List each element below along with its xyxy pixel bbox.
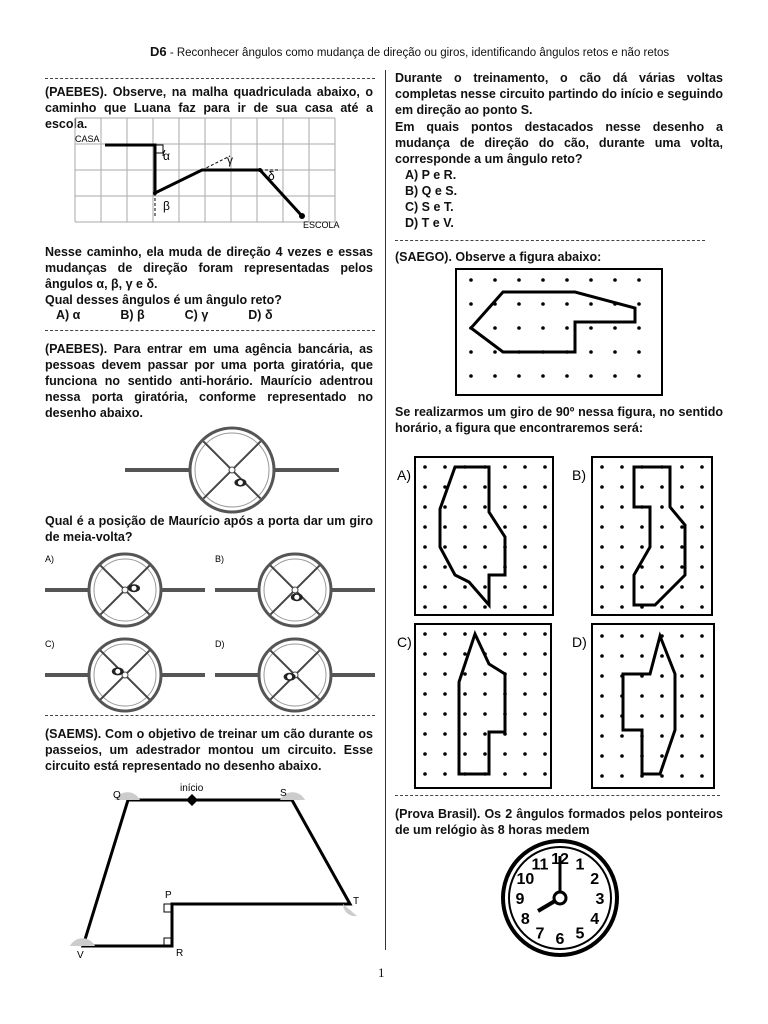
door-option-c[interactable]	[45, 635, 205, 715]
clock-number: 9	[515, 891, 525, 908]
figure-option-c[interactable]	[395, 622, 555, 790]
angle-delta: δ	[268, 169, 275, 183]
revolving-door-figure	[125, 425, 340, 515]
q1-grid-figure	[75, 118, 365, 238]
label-c: C)	[397, 634, 412, 650]
page-number: 1	[378, 965, 385, 980]
clock-number: 8	[520, 911, 530, 928]
clock-number: 5	[575, 925, 585, 943]
separator	[45, 330, 375, 331]
q1-text: Nesse caminho, ela muda de direção 4 vezes e essas mudanças de direção foram representadas pelos ângulos α, β, γ e δ.	[45, 245, 373, 291]
separator	[395, 240, 705, 241]
clock-number: 1	[575, 856, 585, 874]
figure-option-d[interactable]	[570, 622, 720, 790]
point-s: S	[280, 788, 287, 799]
label-start: início	[180, 783, 204, 794]
q3-option-b[interactable]: B) Q e S.	[405, 184, 458, 198]
clock-number: 7	[535, 925, 545, 943]
descriptor-title: - Reconhecer ângulos como mudança de direção ou giros, identificando ângulos retos e não retos	[166, 47, 670, 59]
column-divider	[385, 70, 386, 950]
point-v: V	[77, 950, 84, 961]
q5-intro: (Prova Brasil). Os 2 ângulos formados pelos ponteiros de um relógio às 8 horas medem	[395, 807, 723, 837]
label-d: D)	[572, 634, 587, 650]
q2-intro: (PAEBES). Para entrar em uma agência bancária, as pessoas devem passar por uma porta giratória, que funciona no sentido anti-horário. Maurício adentrou nessa porta giratória, conforme representado no desenho abaixo.	[45, 342, 373, 420]
angle-beta: β	[163, 199, 170, 213]
page-header	[150, 44, 669, 59]
label-school: ESCOLA	[303, 220, 340, 230]
q3-question: Em quais pontos destacados nesse desenho a mudança de direção do cão, durante uma volta, corresponde a um ângulo reto?	[395, 120, 723, 166]
q3-option-d[interactable]: D) T e V.	[405, 216, 454, 230]
door-label: A)	[45, 554, 54, 564]
q1-option-b[interactable]: B) β	[120, 308, 145, 322]
q3-option-a[interactable]: A) P e R.	[405, 168, 457, 182]
descriptor-code: D6	[150, 44, 167, 59]
circuit-figure	[65, 780, 365, 965]
clock-number: 2	[590, 871, 600, 888]
clock-number: 4	[590, 911, 600, 928]
door-label: B)	[215, 554, 224, 564]
point-p: P	[165, 890, 172, 901]
q1-options	[56, 308, 273, 322]
clock-number: 3	[595, 891, 605, 908]
dot-grid-figure	[455, 268, 665, 398]
separator	[45, 715, 375, 716]
q3-text: Durante o treinamento, o cão dá várias voltas completas nesse circuito partindo do início e seguindo em direção ao ponto S.	[395, 71, 723, 117]
label-a: A)	[397, 467, 411, 483]
figure-option-b[interactable]	[570, 455, 715, 617]
clock-number: 11	[531, 856, 549, 874]
door-label: D)	[215, 639, 225, 649]
point-r: R	[176, 948, 184, 959]
q1-option-c[interactable]: C) γ	[184, 308, 209, 322]
q1-question: Qual desses ângulos é um ângulo reto?	[45, 293, 282, 307]
angle-alpha: α	[163, 149, 170, 163]
clock-figure	[500, 838, 620, 958]
q1-option-d[interactable]: D) δ	[248, 308, 273, 322]
label-home: CASA	[75, 134, 100, 144]
label-b: B)	[572, 467, 586, 483]
door-option-b[interactable]	[215, 550, 375, 630]
clock-number: 6	[555, 931, 565, 948]
q4-question: Se realizarmos um giro de 90º nessa figura, no sentido horário, a figura que encontraremos será:	[395, 405, 723, 435]
q3-option-c[interactable]: C) S e T.	[405, 200, 454, 214]
door-option-d[interactable]	[215, 635, 375, 715]
q3-intro: (SAEMS). Com o objetivo de treinar um cão durante os passeios, um adestrador montou um circuito. Esse circuito está representado no desenho abaixo.	[45, 727, 373, 773]
clock-number: 10	[516, 871, 535, 888]
q1-option-a[interactable]: A) α	[56, 308, 81, 322]
q2-question: Qual é a posição de Maurício após a porta dar um giro de meia-volta?	[45, 514, 373, 544]
door-label: C)	[45, 639, 55, 649]
separator	[45, 78, 375, 79]
q4-intro: (SAEGO). Observe a figura abaixo:	[395, 250, 602, 264]
angle-gamma: γ	[227, 153, 233, 167]
separator	[395, 795, 720, 796]
figure-option-a[interactable]	[395, 455, 555, 617]
door-option-a[interactable]	[45, 550, 205, 630]
point-q: Q	[113, 790, 121, 801]
q1-intro: (PAEBES). Observe, na malha quadriculada abaixo, o caminho que Luana faz para ir de sua casa até a escola.	[45, 85, 373, 131]
clock-number: 12	[551, 851, 569, 868]
point-t: T	[353, 896, 360, 907]
